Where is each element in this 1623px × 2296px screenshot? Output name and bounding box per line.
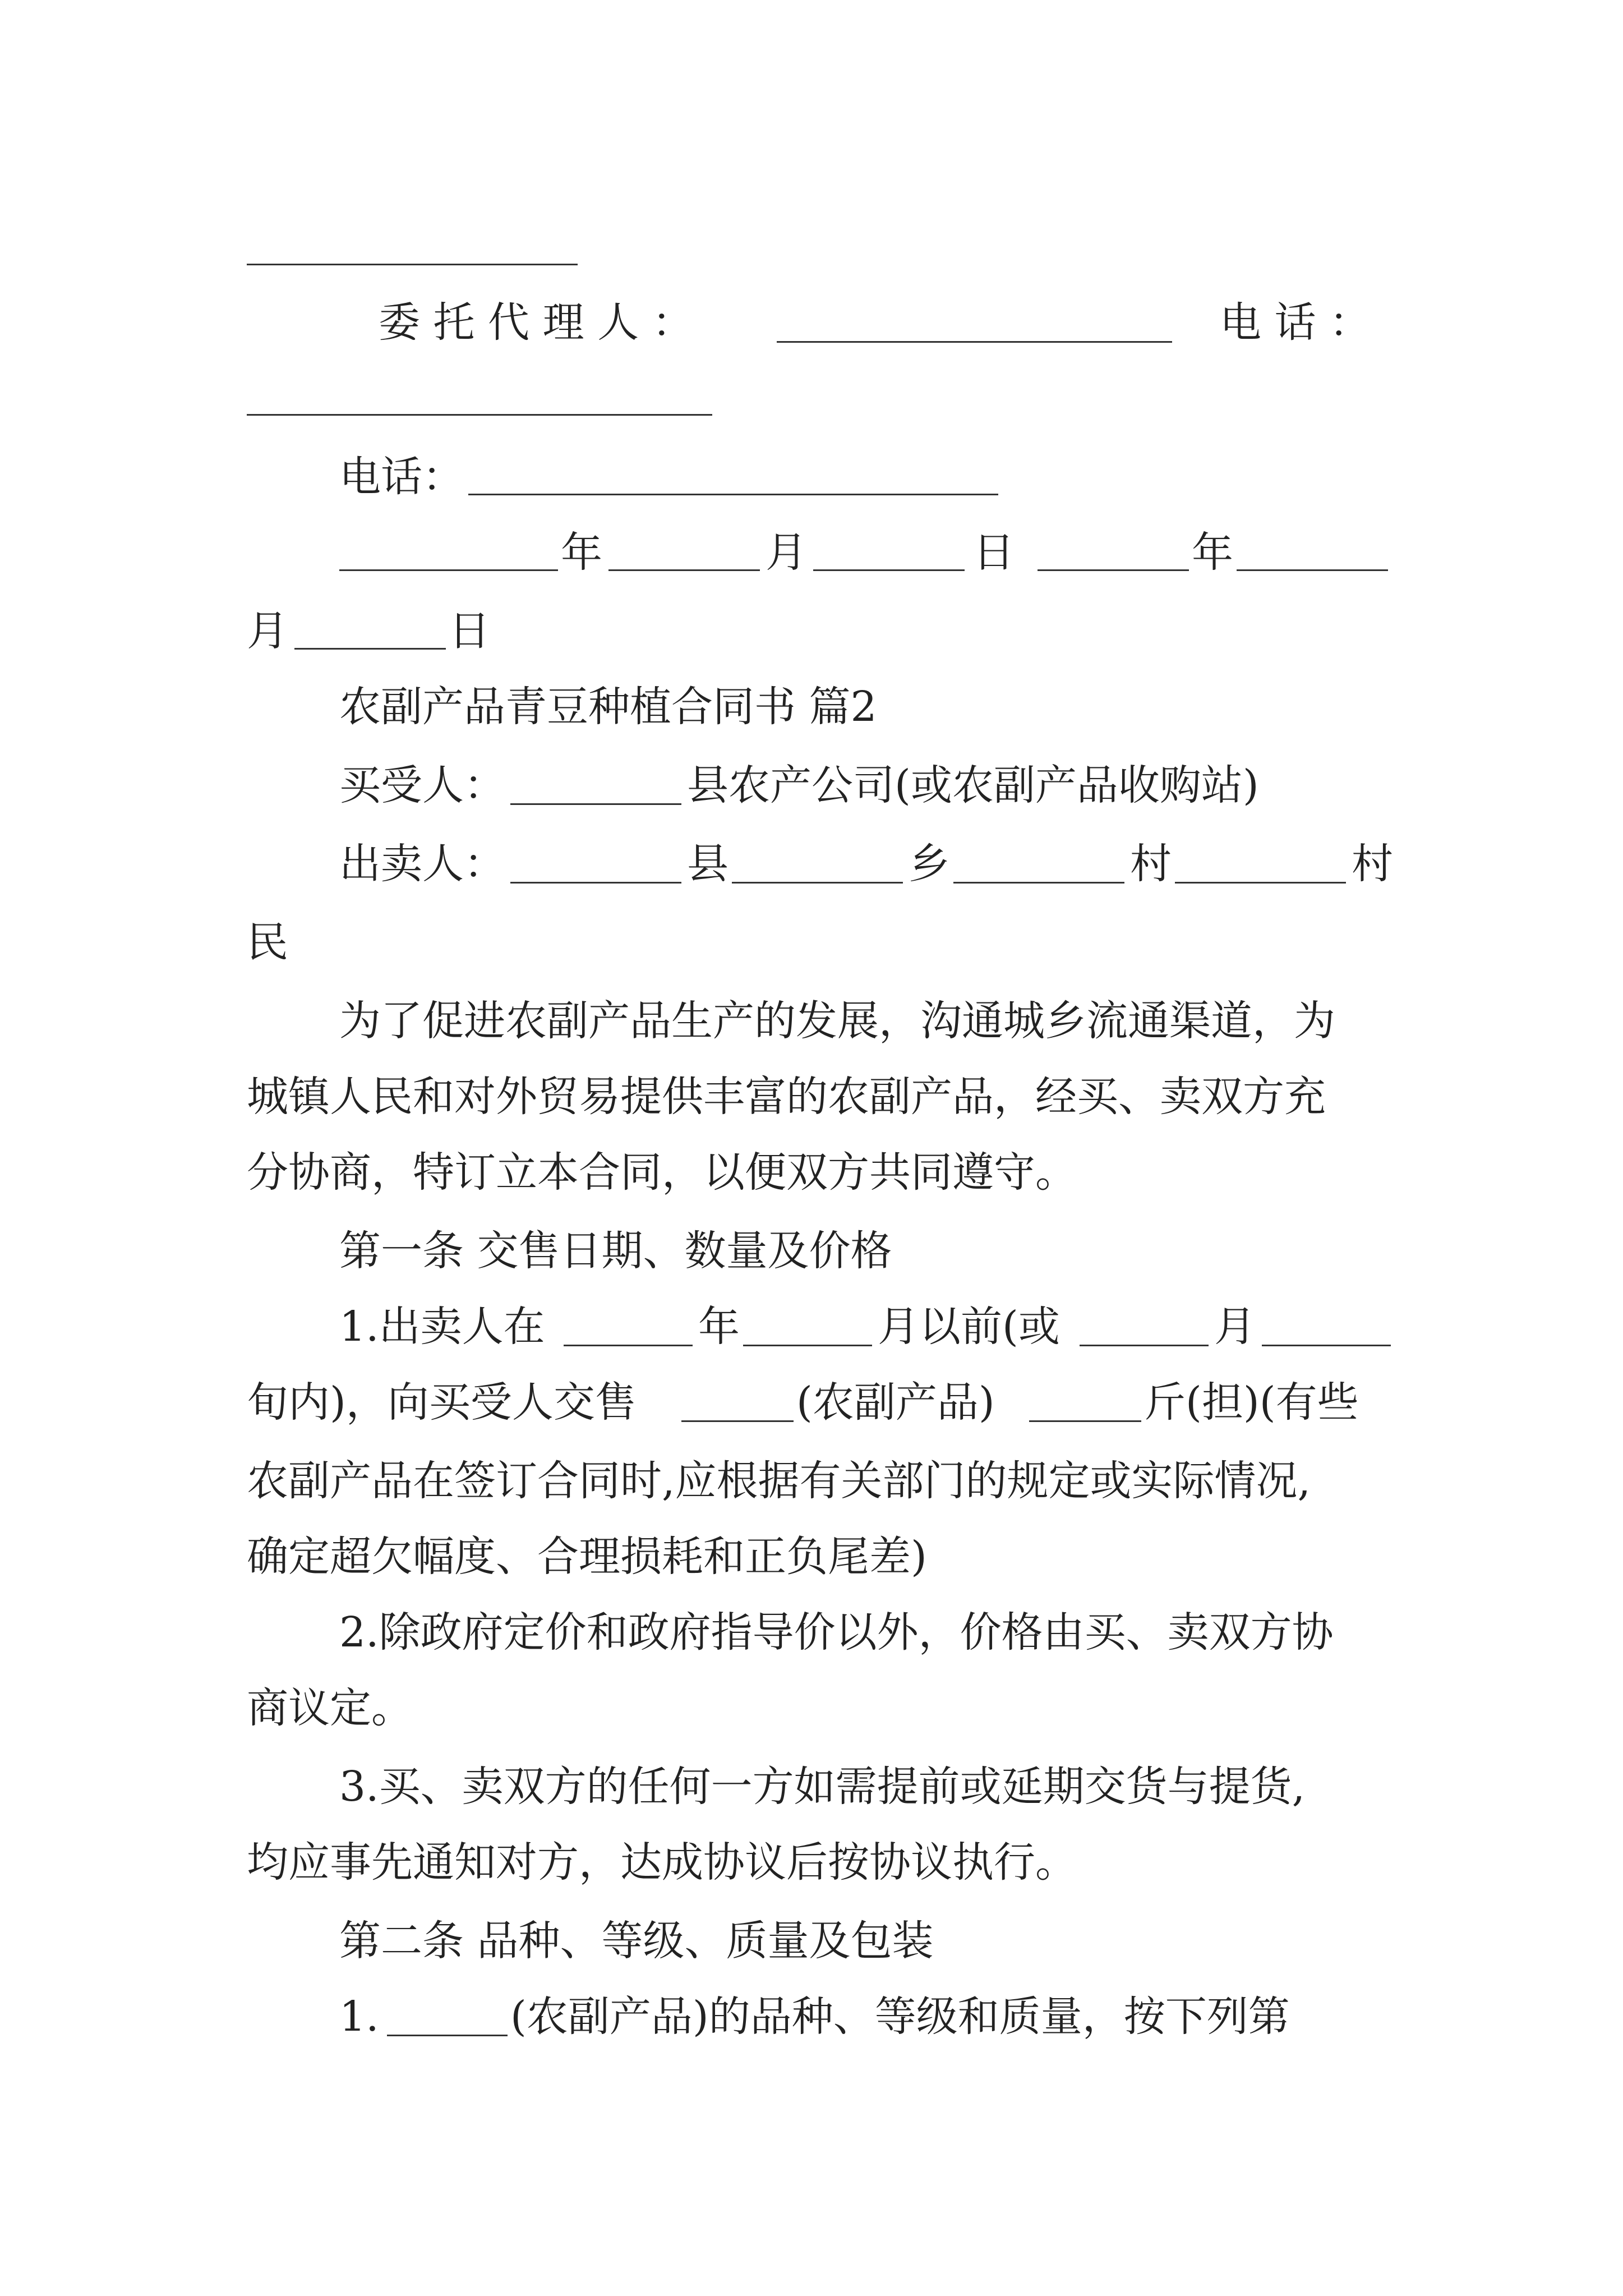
county-label: 县: [687, 840, 728, 888]
month-label-2: 月: [247, 607, 288, 655]
clause-1-1-year-blank: [564, 1345, 693, 1346]
township-blank: [732, 882, 903, 884]
village-label-2: 村: [1352, 840, 1393, 888]
clause-1-3-line-1: 3.买、卖双方的任何一方如需提前或延期交货与提货,: [339, 1763, 1306, 1811]
year-blank: [339, 569, 558, 571]
clause-1-1-period-blank: [1262, 1345, 1391, 1346]
agent-label: 委 托 代 理 人 ：: [379, 298, 694, 347]
article-1-heading: 第一条 交售日期、数量及价格: [339, 1227, 892, 1275]
buyer-label: 买受人：: [339, 761, 505, 809]
article-2-heading: 第二条 品种、等级、质量及包装: [339, 1917, 934, 1965]
year-label: 年: [561, 528, 602, 577]
year-blank-2: [1038, 569, 1189, 571]
village-blank: [953, 882, 1124, 884]
clause-1-1-start: 1.出卖人在: [339, 1303, 545, 1351]
clause-1-1-month: 月: [1214, 1303, 1256, 1351]
month-label: 月: [766, 528, 807, 577]
county-blank: [510, 882, 681, 884]
day-blank: [813, 569, 965, 571]
clause-1-2-line-2: 商议定。: [247, 1684, 413, 1732]
clause-1-3-line-2: 均应事先通知对方，达成协议后按协议执行。: [247, 1838, 1077, 1887]
township-label: 乡: [909, 840, 950, 888]
buyer-blank: [510, 803, 681, 805]
seller-label: 出卖人：: [339, 840, 505, 888]
agent-blank: [777, 341, 1172, 343]
clause-1-1-line-2b: (农副产品): [796, 1378, 995, 1427]
clause-1-2-line-1: 2.除政府定价和政府指导价以外，价格由买、卖双方协: [339, 1608, 1334, 1657]
preamble-line-2: 城镇人民和对外贸易提供丰富的农副产品，经买、卖双方充: [247, 1073, 1326, 1121]
villager-label: 民: [247, 918, 288, 967]
day-blank-2: [294, 648, 446, 650]
month-blank-2: [1237, 569, 1388, 571]
preamble-line-1: 为了促进农副产品生产的发展，沟通城乡流通渠道，为: [339, 997, 1335, 1045]
section-title: 农副产品青豆种植合同书 篇2: [339, 683, 877, 731]
year-label-2: 年: [1192, 528, 1233, 577]
day-label-2: 日: [449, 607, 490, 655]
village-label: 村: [1130, 840, 1172, 888]
clause-2-1-product-blank: [387, 2035, 508, 2036]
blank-line: [247, 264, 578, 265]
phone-label: 电 话 ：: [1220, 298, 1371, 347]
clause-2-1-num: 1.: [339, 1993, 379, 2041]
phone-blank: [247, 414, 712, 416]
clause-1-1-qty-blank: [1029, 1420, 1141, 1422]
clause-1-1-month-blank-2: [1080, 1345, 1209, 1346]
clause-1-1-line-3: 农副产品在签订合同时,应根据有关部门的规定或实际情况,: [247, 1457, 1311, 1505]
clause-1-1-product-blank: [681, 1420, 794, 1422]
phone-label-2: 电话：: [339, 453, 464, 501]
clause-1-1-line-2a: 旬内)，向买受人交售: [247, 1378, 637, 1427]
clause-2-1-text: (农副产品)的品种、等级和质量，按下列第: [510, 1993, 1290, 2041]
day-label: 日: [973, 528, 1015, 577]
phone-blank-2: [468, 494, 998, 495]
preamble-line-3: 分协商，特订立本合同，以便双方共同遵守。: [247, 1148, 1077, 1197]
month-blank: [608, 569, 760, 571]
clause-1-1-before: 月以前(或: [878, 1303, 1060, 1351]
buyer-org: 县农产公司(或农副产品收购站): [687, 761, 1259, 809]
clause-1-1-month-blank: [743, 1345, 872, 1346]
clause-1-1-year: 年: [698, 1303, 740, 1351]
clause-1-1-line-4: 确定超欠幅度、合理损耗和正负尾差): [247, 1533, 927, 1581]
group-blank: [1175, 882, 1346, 884]
clause-1-1-line-2c: 斤(担)(有些: [1144, 1378, 1359, 1427]
